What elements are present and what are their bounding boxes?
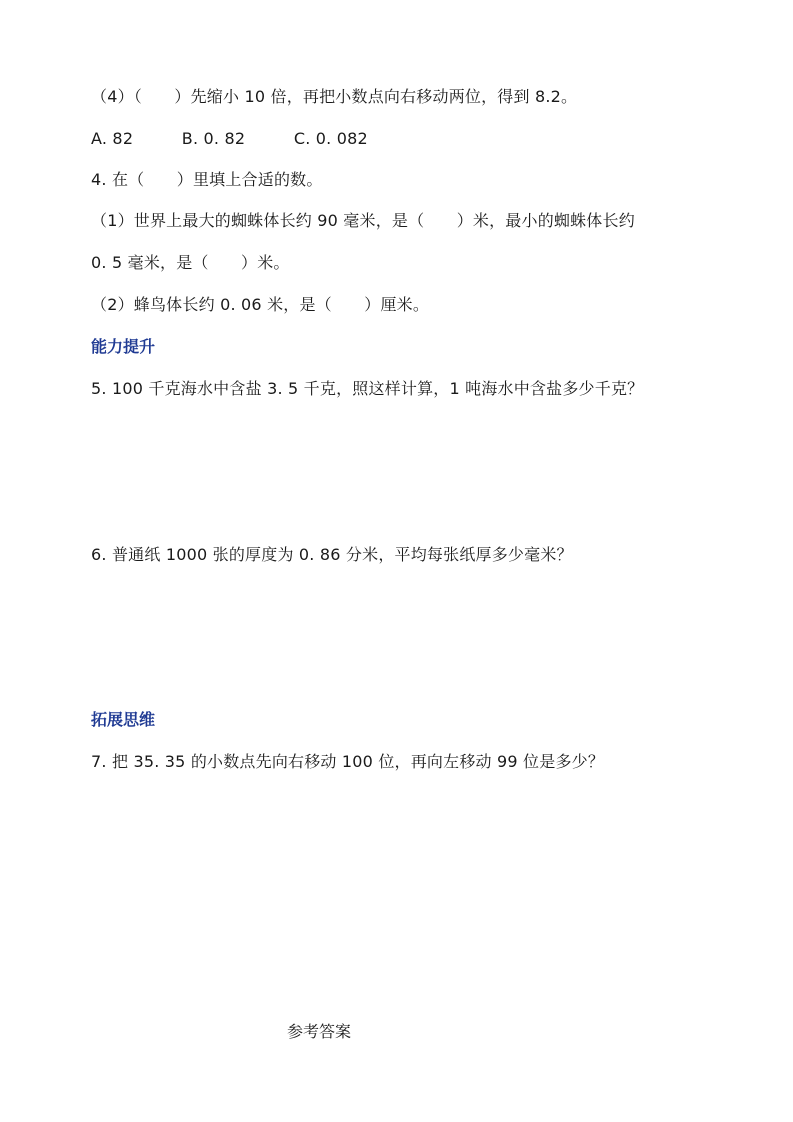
answer-title: 参考答案 bbox=[287, 1022, 352, 1041]
section-heading-ability: 能力提升 bbox=[91, 337, 156, 356]
question-4-1-text-line1: （1）世界上最大的蜘蛛体长约 90 毫米，是（ ）米，最小的蜘蛛体长约 bbox=[91, 211, 635, 230]
question-6-text: 6. 普通纸 1000 张的厚度为 0. 86 分米，平均每张纸厚多少毫米？ bbox=[91, 545, 573, 564]
question-4-2-text: （2）蜂鸟体长约 0. 06 米，是（ ）厘米。 bbox=[91, 295, 430, 314]
section-heading-extension: 拓展思维 bbox=[91, 710, 156, 729]
question-4-heading: 4. 在（ ）里填上合适的数。 bbox=[91, 170, 323, 189]
question-4-4-options: A. 82 B. 0. 82 C. 0. 082 bbox=[91, 129, 368, 148]
question-5-text: 5. 100 千克海水中含盐 3. 5 千克，照这样计算，1 吨海水中含盐多少千克？ bbox=[91, 379, 644, 398]
question-4-1-text-line2: 0. 5 毫米，是（ ）米。 bbox=[91, 253, 290, 272]
question-4-4-text: （4）（ ）先缩小 10 倍，再把小数点向右移动两位，得到 8.2。 bbox=[91, 87, 578, 106]
question-7-text: 7. 把 35. 35 的小数点先向右移动 100 位，再向左移动 99 位是多少？ bbox=[91, 752, 605, 771]
